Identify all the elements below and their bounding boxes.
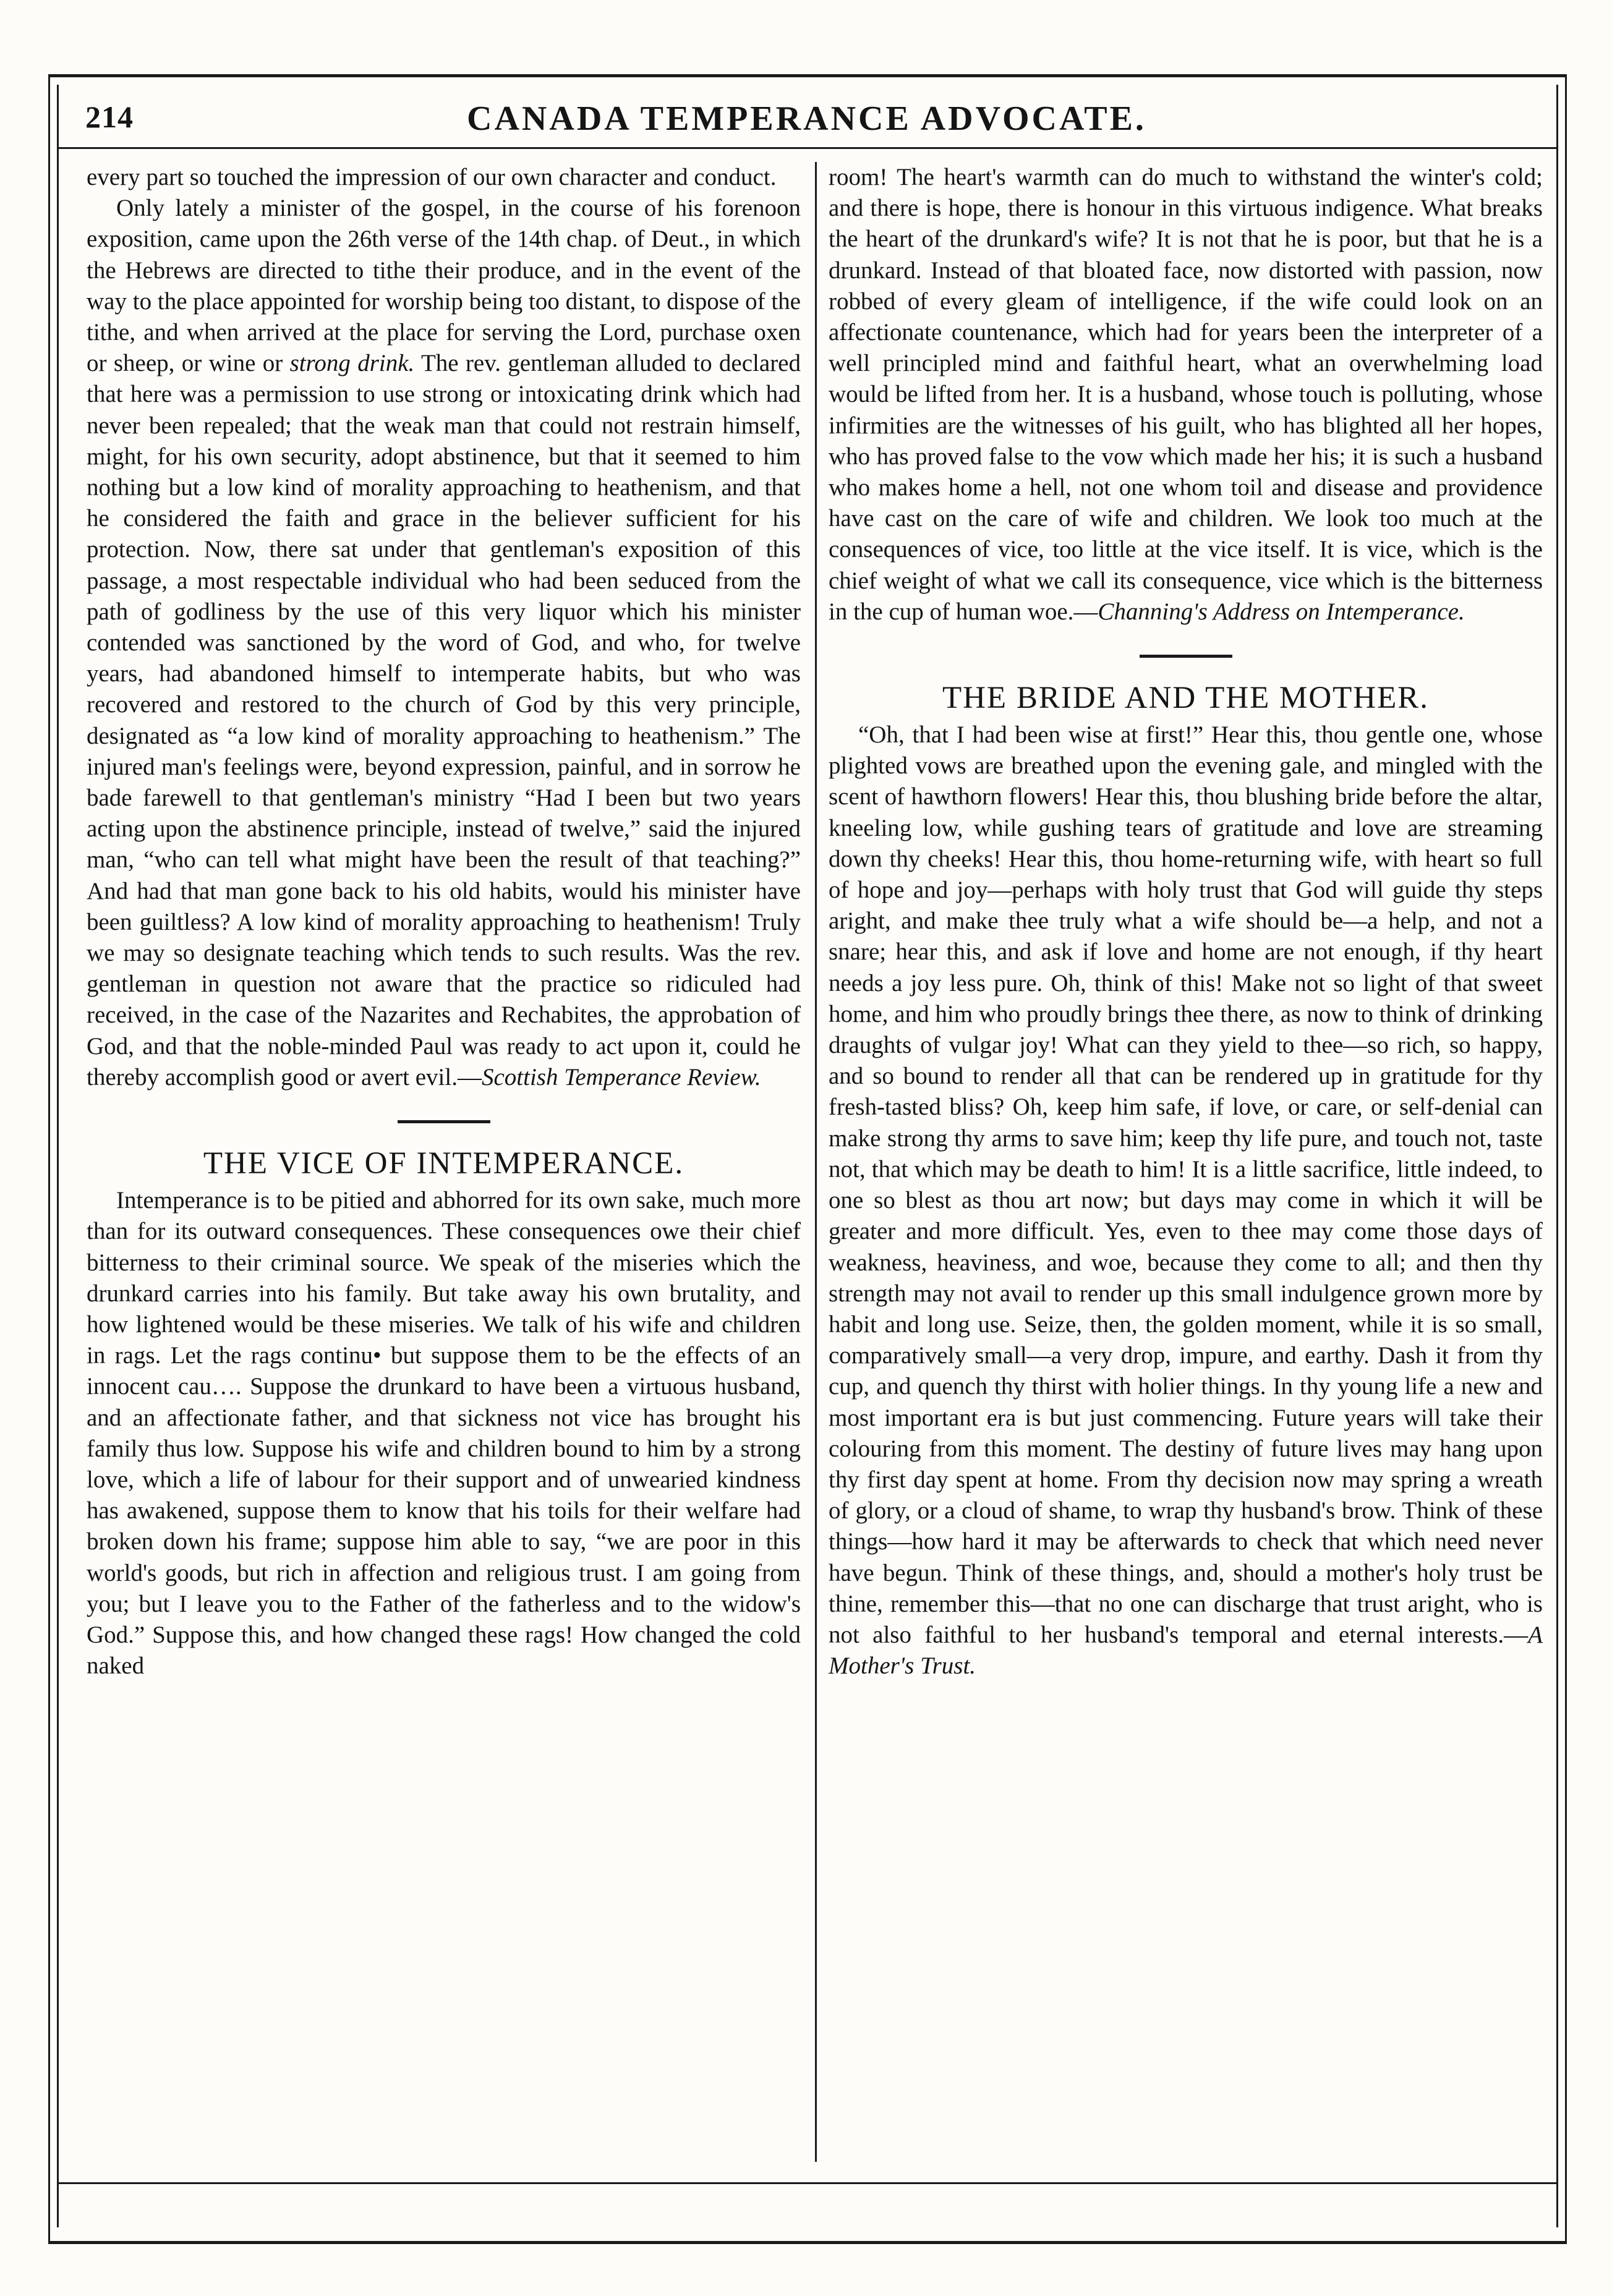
bottom-rule — [57, 2182, 1556, 2184]
article-paragraph — [87, 193, 801, 1093]
paragraph-text: The rev. gentleman alluded to declared that here was a permission to use strong or intoxicating drink which had never been repealed; that the weak man that could not restrain himself, might, for his own security, adopt abstinence, but that it seemed to him nothing but a low kind of morality approaching to heathenism, and that he considered the faith and grace in the believer sufficient for his protection. Now, there sat under that gentleman's exposition of this passage, a most respectable individual who had been seduced from the path of godliness by the use of this very liquor which his minister contended was sanctioned by the word of God, and who, for twelve years, had abandoned himself to intemperate habits, but who was recovered and restored to the church of God by this very principle, designated as “a low kind of morality approaching to heathenism.” The injured man's feelings were, beyond expression, painful, and in sorrow he bade farewell to that gentleman's ministry “Had I been but two years acting upon the abstinence principle, instead of twelve,” said the injured man, “who can tell what might have been the result of that teaching?” And had that man gone back to his old habits, would his minister have been guiltless? A low kind of morality approaching to heathenism! Truly we may so designate teaching which tends to such results. Was the rev. gentleman in question not aware that the practice so ridiculed had received, in the case of the Nazarites and Rechabites, the approbation of God, and that the noble-minded Paul was ready to act upon it, could he thereby accomplish good or avert evil.— — [87, 350, 801, 1091]
article-heading: THE BRIDE AND THE MOTHER. — [942, 681, 1430, 716]
section-rule — [1140, 655, 1232, 658]
page-header — [57, 91, 1556, 149]
page-number: 214 — [85, 100, 134, 134]
paragraph-text: “Oh, that I had been wise at first!” Hear this, thou gentle one, whose plighted vows are breathed upon the evening gale, and mingled with the scent of hawthorn flowers! Hear this, thou blushing bride before the altar, kneeling low, while gushing tears of gratitude and love are streaming down thy cheeks! Hear this, thou home-returning wife, with heart so full of hope and joy—perhaps with holy trust that God will guide thy steps aright, and make thee truly what a wife should be—a help, and not a snare; hear this, and ask if love and home are not enough, if thy heart needs a joy less pure. Oh, think of this! Make not so light of that sweet home, and him who proudly brings thee there, as now to think of drinking draughts of vulgar joy! What can they yield to thee—so rich, so happy, and so bound to render all that can be rendered up in gratitude for thy fresh-tasted bliss? Oh, keep him safe, if love, or care, or self-denial can make strong thy arms to save him; keep thy life pure, and touch not, taste not, that which may be death to him! It is a little sacrifice, little indeed, to one so blest as thou art now; but days may come in which it will be greater and more difficult. Yes, even to thee may come those days of weakness, heaviness, and woe, because they come to all; and then thy strength may not avail to render up this small indulgence grown more by habit and long use. Seize, then, the golden moment, while it is so small, comparatively small—a very drop, impure, and earthy. Dash it from thy cup, and quench thy thirst with holier things. In thy young life a new and most important era is but just commencing. Future years will take their colouring from this moment. The destiny of future lives may hang upon thy first day spent at home. From thy decision now may spring a wreath of glory, or a cloud of shame, to wrap thy husband's brow. Think of these things—how hard it may be afterwards to check that which need never have begun. Think of these things, and, should a mother's holy trust be thine, remember this—that no one can discharge that trust aright, who is not also faithful to her husband's temporal and eternal interests.— — [829, 721, 1543, 1648]
source-attribution: Channing's Address on Intemperance. — [1098, 598, 1465, 625]
paragraph-text: Only lately a minister of the gospel, in the course of his forenoon exposition, came upon the 26th verse of the 14th chap. of Deut., in which the Hebrews are directed to tithe their produce, and in the event of the way to the place appointed for worship being too distant, to dispose of the tithe, and when arrived at the place for serving the Lord, purchase oxen or sheep, or wine or — [87, 195, 801, 377]
article-paragraph — [829, 720, 1543, 1682]
article-paragraph: Intemperance is to be pitied and abhorred for its own sake, much more than for its outward consequences. These consequences owe their chief bitterness to their criminal source. We speak of the miseries which the drunkard carries into his family. But take away his own brutality, and how lightened would be these miseries. We talk of his wife and children in rags. Let the rags continu• but suppose them to be the effects of an innocent cau…. Suppose the drunkard to have been a virtuous husband, and an affectionate father, and that sickness not vice has brought his family thus low. Suppose his wife and children bound to him by a strong love, which a life of labour for their support and of unwearied kindness has awakened, suppose them to know that his toils for their welfare had broken down his frame; suppose him able to say, “we are poor in this world's goods, but rich in affection and religious trust. I am going from you; but I leave you to the Father of the fatherless and to the widow's God.” Suppose this, and how changed these rags! How changed the cold naked — [87, 1187, 801, 1680]
journal-title: CANADA TEMPERANCE ADVOCATE. — [467, 100, 1146, 138]
left-column — [87, 162, 801, 1682]
emphasis-text: strong drink. — [289, 350, 415, 377]
paragraph-text: room! The heart's warmth can do much to withstand the winter's cold; and there is hope, there is honour in this virtuous indigence. What breaks the heart of the drunkard's wife? It is not that he is poor, but that he is a drunkard. Instead of that bloated face, now distorted with passion, now robbed of every gleam of intelligence, if the wife could look on an affectionate countenance, which had for years been the interpreter of a well principled mind and faithful heart, what an overwhelming load would be lifted from her. It is a husband, whose touch is polluting, whose infirmities are the witnesses of his guilt, who has blighted all her hopes, who has proved false to the vow which made her his; it is such a husband who makes home a hell, not one whom toil and disease and providence have cast on the care of wife and children. We look too much at the consequences of vice, too little at the vice itself. It is vice, which is the chief weight of what we call its consequence, vice which is the bitterness in the cup of human woe.— — [829, 164, 1543, 625]
column-divider — [815, 162, 817, 2162]
right-column — [829, 162, 1543, 1682]
continued-paragraph — [829, 162, 1543, 627]
continued-paragraph: every part so touched the impression of our own character and conduct. — [87, 164, 777, 190]
source-attribution: A Mother's Trust. — [829, 1621, 1543, 1680]
section-rule — [398, 1120, 490, 1123]
source-attribution: Scottish Temperance Review. — [481, 1063, 761, 1091]
article-heading: THE VICE OF INTEMPERANCE. — [203, 1146, 684, 1181]
